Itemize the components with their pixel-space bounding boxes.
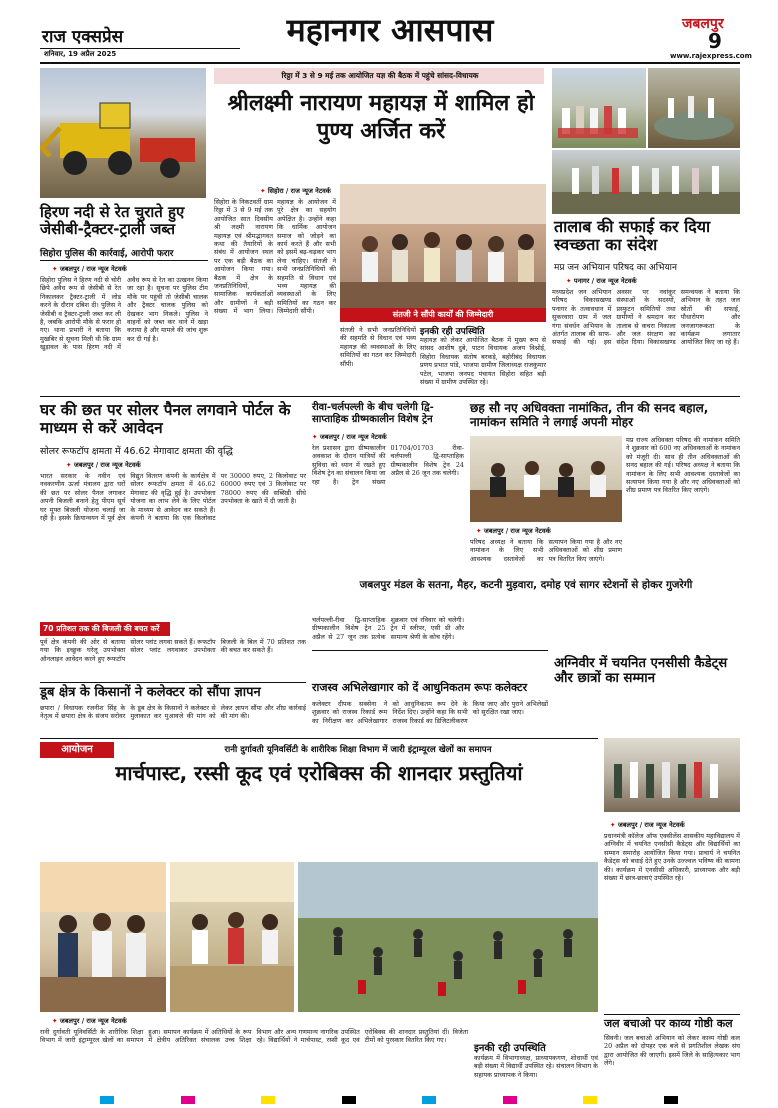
registration-color [422,1096,436,1104]
story-left1-body: सिहोरा पुलिस ने हिरण नदी से चोरी छिपे अवैध रूप से जेसीबी से रेत निकालकर ट्रैक्टर-ट्राली में लोड करने के दौरान दबिश दी। पुलिस ने जेसीबी व ट्रैक्टर-ट्राली जब्त कर ली है, जबकि आरोपी मौके से फरार हो गए। थाना प्रभारी ने बताया कि मुखबिर से सूचना मिली थी कि ग्राम खुड़ावल के पास हिरण नदी में अवैध रूप से रेत का उत्खनन किया जा रहा है। सूचना पर पुलिस टीम मौके पर पहुंची तो जेसीबी चालक और ट्रैक्टर चालक पुलिस को देखकर भाग निकले। पुलिस ने वाहनों को जब्त कर थाने में खड़ा कराया है और मामले की जांच शुरू कर दी गई है। [40,276,208,352]
byline-source: राज न्यूज नेटवर्क [290,187,331,195]
byline-place: सिहोरा [267,187,284,195]
story-train-headline: रीवा-चर्लपल्ली के बीच चलेगी द्वि-साप्ताहिक ग्रीष्मकालीन विशेष ट्रेन [312,402,434,425]
story-agniveer-body: प्रधानमंत्री कॉलेज ऑफ एक्सीलेंस शासकीय महाविद्यालय में अग्निवीर में चयनित एनसीसी कैडेट्स और विद्यार्थियों का सम्मान समारोह आयोजित किया गया। प्राचार्य ने चयनित कैडेट्स को बधाई देते हुए उनके उज्ज्वल भविष्य की कामना की। कार्यक्रम में एनसीसी अधिकारी, प्राध्यापक और बड़ी संख्या में छात्र-छात्राएं उपस्थित रहे। [604,832,740,883]
sports-photo-dignitaries [40,862,166,1012]
pond-photo-1 [552,68,646,148]
story-main-headline: श्रीलक्ष्मी नारायण महायज्ञ में शामिल हो पुण्य अर्जित करें [227,91,535,144]
section-title: महानगर आसपास [286,11,494,49]
pond-photo-3 [552,150,740,214]
advocate-photo [470,436,622,522]
byline-source: राज न्यूज नेटवर्क [86,1017,127,1025]
byline-place: जबलपुर [73,461,94,469]
date-line: शनिवार, 19 अप्रैल 2025 [44,50,117,58]
story-sports-side-head: इनकी रही उपस्थिति [474,1043,546,1054]
cleanup-illustration [552,150,740,214]
story-main-body: सिहोरा के निकटवर्ती ग्राम रिठ्ठा में 3 से 9 मई तक आयोजित सात दिवसीय श्री लक्ष्मी नारायण महायज्ञ एवं श्रीमद्भागवत कथा की तैयारियों के संबंध में आयोजन स्थल पर एक बड़ी बैठक का आयोजन किया गया। बैठक में क्षेत्र के जनप्रतिनिधियों, सामाजिक कार्यकर्ताओं और ग्रामीणों ने बड़ी संख्या में भाग लिया। महायज्ञ के आयोजन में पूरे क्षेत्र का सहयोग अपेक्षित है। उन्होंने कहा कि धार्मिक आयोजन समाज को जोड़ने का कार्य करते हैं और सभी को इसमें बढ़-चढ़कर भाग लेना चाहिए। संतजी ने सभी जनप्रतिनिधियों की सहमति से विधान एवं भव्य महायज्ञ की व्यवस्थाओं के लिए समितियों का गठन कर जिम्मेदारी सौंपी। [214,198,336,316]
story-train-body2: चर्लपल्ली-रीवा द्वि-साप्ताहिक ग्रीष्मकालीन विशेष ट्रेन 25 अप्रैल से 27 जून तक प्रत्येक शुक्रवार एवं रविवार को चलेगी। ट्रेन में स्लीपर, एसी थ्री और सामान्य श्रेणी के कोच रहेंगे। [312,616,464,641]
solar-divider [40,682,306,683]
story-solar-byline: ✦ जबलपुर / राज न्यूज नेटवर्क [66,461,141,469]
story-main-side-body: महायज्ञ को लेकर आयोजित बैठक में मुख्य रूप से सांसद आशीष दुबे, पाटन विधायक अजय विश्नोई, सिहोरा विधायक संतोष बरकड़े, बहोरीबंद विधायक प्रणय प्रभात पांडे, भाजपा ग्रामीण जिलाध्यक्ष राजकुमार पटेल, भाजपा जनपद पंचायत सिहोरा सहित बड़ी संख्या में ग्रामीण उपस्थित रहे। [420,336,546,387]
story-advocate-byline: ✦ जबलपुर / राज न्यूज नेटवर्क [476,527,551,535]
sports-photo-ground [170,862,294,1012]
byline-source: राज न्यूज नेटवर्क [510,527,551,535]
registration-color [261,1096,275,1104]
story-right1-subhead: मप्र जन अभियान परिषद का अभियान [554,263,677,273]
story-train-byline: ✦ जबलपुर / राज न्यूज नेटवर्क [312,433,387,441]
byline-place: जबलपुर [59,1017,80,1025]
story-flood-headline: डूब क्षेत्र के किसानों ने कलेक्टर को सौंपा ज्ञापन [40,685,261,700]
story-right1-headline: तालाब की सफाई कर दिया स्वच्छता का संदेश [554,217,711,255]
byline-place: पनागर [573,277,590,285]
registration-color [342,1096,356,1104]
pond-photo-2 [648,68,740,148]
row1-divider [40,396,740,397]
sports-top-rule [40,738,598,739]
byline-source: राज न्यूज नेटवर्क [596,277,637,285]
page-number: 9 [708,29,722,53]
paper-name: राज एक्सप्रेस [42,27,124,47]
story-sports-body: रानी दुर्गावती यूनिवर्सिटी के शारीरिक शिक्षा विभाग में जारी इंट्राम्यूरल खेलों का समापन हुआ। समापन कार्यक्रम में अतिथियों के रूप में क्षेत्रीय अतिरिक्त संचालक उच्च शिक्षा विभाग और अन्य गणमान्य नागरिक उपस्थित रहे। विद्यार्थियों ने मार्चपास्ट, रस्सी कूद एवं एरोबिक्स की शानदार प्रस्तुतियां दीं। विजेता टीमों को पुरस्कार वितरित किए गए। [40,1028,468,1045]
story-right1-body: मध्यप्रदेश जन अभियान परिषद विकासखण्ड पनागर के तत्वावधान में सुकरवारा ग्राम में जल गंगा संवर्धन अभियान के अंतर्गत तालाब की साफ-सफाई की गई। इस अवसर पर नवांकुर संस्थाओं के सदस्यों, प्रस्फुटन समितियों तथा ग्रामीणों ने श्रमदान कर तालाब से कचरा निकाला और जल संरक्षण का संदेश दिया। विकासखण्ड समन्वयक ने बताया कि अभियान के तहत जल स्रोतों की सफाई, पौधारोपण और जनजागरूकता के कार्यक्रम लगातार आयोजित किए जा रहे हैं। [552,288,740,347]
story-main-photo [340,184,546,308]
registration-color [664,1096,678,1104]
byline-place: जबलपुर [319,433,340,441]
city-label: जबलपुर [682,16,724,32]
story-left1-byline: ✦ जबलपुर / राज न्यूज नेटवर्क [52,265,127,273]
people-illustration [552,68,646,148]
story-sports-headline: मार्चपास्ट, रस्सी कूद एवं एरोबिक्स की शानदार प्रस्तुतियां [115,761,523,785]
story-solar-headline: घर की छत पर सोलर पैनल लगवाने पोर्टल के माध्यम से करें आवेदन [40,401,291,437]
ceremony-illustration [604,738,740,812]
story-flood-body: छपारा / विधायक रजनीश सिंह के नेतृत्व में छपारा क्षेत्र के संजय सरोवर के डूब क्षेत्र के किसानों ने कलेक्टर से मुलाकात कर मुआवजे की मांग को लेकर ज्ञापन सौंपा और शीघ्र कार्रवाई की मांग की। [40,704,306,721]
story-solar-callout-body: पूर्व क्षेत्र कंपनी की ओर से बताया गया कि इच्छुक घरेलू उपभोक्ता ऑनलाइन आवेदन करने हुए रूफटॉप सोलर प्लांट लगवा सकते हैं। रूफटॉप सोलर प्लांट लगवाकर उपभोक्ता बिजली के बिल में 70 प्रतिशत तक की बचत कर सकते हैं। [40,638,306,663]
story-solar-subhead: सोलर रूफटॉप क्षमता में 46.62 मेगावाट क्षमता की वृद्धि [40,446,233,457]
jcb-illustration [40,68,206,198]
registration-color [503,1096,517,1104]
story-left1-subhead: सिहोरा पुलिस की कार्रवाई, आरोपी फरार [40,249,174,259]
story-water-body: सिवनी। जल बचाओ अभियान को लेकर काव्य गोष्ठी कल 20 अप्रैल को दोपहर एक बजे से प्रगतिशील लेखक संघ द्वारा आयोजित की जाएगी। इसमें जिले के साहित्यकार भाग लेंगे। [604,1034,740,1068]
story-advocate-body-cont: परिषद अध्यक्ष ने बताया कि नामांकन के लिए सभी आवश्यक दस्तावेजों का सत्यापन किया गया है और नए अधिवक्ताओं को शीघ्र प्रमाण पत्र वितरित किए जाएंगे। [470,538,622,563]
story-sports-kicker: रानी दुर्गावती यूनिवर्सिटी के शारीरिक शिक्षा विभाग में जारी इंट्राम्यूरल खेलों का समापन [224,745,492,755]
masthead-bottom-rule [40,62,740,64]
registration-color [100,1096,114,1104]
story-agniveer-byline: ✦ जबलपुर / राज न्यूज नेटवर्क [610,821,685,829]
water-top-rule [604,1014,740,1015]
office-illustration [470,436,622,522]
story-water-headline: जल बचाओ पर काव्य गोष्ठी कल [604,1017,733,1030]
story-records-body: कलेक्टर दीपक सक्सेना ने शुक्रवार को राजस्व रिकार्ड रूम का निरीक्षण कर अभिलेखागार को आधुनिकतम रूप देने के निर्देश दिए। उन्होंने कहा कि सभी राजस्व रिकार्ड का डिजिटलीकरण किया जाए और पुराने अभिलेखों को सुरक्षित रखा जाए। [312,700,548,725]
story-sports-kicker-label: आयोजन [40,742,114,758]
byline-source: राज न्यूज नेटवर्क [644,821,685,829]
sports-photo-aerobics [298,862,598,1012]
story-sports-side-body: कार्यक्रम में विभागाध्यक्ष, प्राध्यापकगण, शोधार्थी एवं बड़ी संख्या में विद्यार्थी उपस्थित रहे। संचालन विभाग के सहायक प्राध्यापक ने किया। [474,1054,598,1079]
story-solar-body: भारत सरकार के नवीन एवं नवकरणीय ऊर्जा मंत्रालय द्वारा घरों की छत पर सोलर पैनल लगाकर अपनी बिजली बनाने हेतु पीएम सूर्य घर मुफ्त बिजली योजना चलाई जा रही है। इसके क्रियान्वयन में पूर्व क्षेत्र विद्युत वितरण कंपनी के कार्यक्षेत्र में सोलर रूफटॉप क्षमता में 46.62 मेगावाट की वृद्धि हुई है। उपभोक्ता योजना का लाभ लेने के लिए पोर्टल के माध्यम से आवेदन कर सकते हैं। कंपनी ने बताया कि एक किलोवाट पर 30000 रुपए, 2 किलोवाट पर 60000 रुपए एवं 3 किलोवाट पर 78000 रुपए की सब्सिडी सीधे उपभोक्ता के खाते में दी जाती है। [40,472,306,523]
aerobics-illustration [298,862,598,1012]
story-left1-rule [40,260,208,261]
story-main-byline: ✦ सिहोरा / राज न्यूज नेटवर्क [260,187,331,195]
story-main-photo-caption: संतजी ने सौंपी कार्यों की जिम्मेदारी [340,308,546,322]
byline-source: राज न्यूज नेटवर्क [100,461,141,469]
dignitaries-illustration [40,862,166,1012]
byline-place: जबलपुर [483,527,504,535]
story-train-body: रेल प्रशासन द्वारा ग्रीष्मकालीन अवकाश के दौरान यात्रियों की सुविधा को ध्यान में रखते हुए विशेष ट्रेन का संचालन किया जा रहा है। ट्रेन संख्या 01704/01703 रीवा-चर्लपल्ली द्वि-साप्ताहिक ग्रीष्मकालीन विशेष ट्रेन 24 अप्रैल से 26 जून तक चलेगी। [312,444,464,486]
story-agniveer-headline: अग्निवीर में चयनित एनसीसी कैडेट्स और छात्रों का सम्मान [554,656,728,687]
meeting-illustration [340,184,546,308]
byline-source: राज न्यूज नेटवर्क [346,433,387,441]
registration-color [181,1096,195,1104]
byline-source: राज न्यूज नेटवर्क [86,265,127,273]
jcb-photo [40,68,206,198]
website-url[interactable]: www.rajexpress.com [670,52,752,60]
story-main-kicker: रिठ्ठा में 3 से 9 मई तक आयोजित यज्ञ की बैठक में पहुंचे सांसद-विधायक [281,71,479,80]
registration-color [583,1096,597,1104]
story-train-photo [312,558,464,578]
records-top-rule [312,650,548,651]
story-left1-headline: हिरण नदी से रेत चुराते हुए जेसीबी-ट्रैक्टर-ट्राली जब्त [40,203,185,239]
agniveer-photo [604,738,740,812]
story-main-side-head: इनकी रही उपस्थिति [420,327,485,337]
story-main-body-cont: संतजी ने सभी जनप्रतिनिधियों की सहमति से विधान एवं भव्य महायज्ञ की व्यवस्थाओं के लिए समितियों का गठन कर जिम्मेदारी सौंपी। [340,326,416,368]
story-records-headline: राजस्व अभिलेखागार को दें आधुनिकतम रूपः कलेक्टर [312,681,528,694]
story-advocate-body: मप्र राज्य अधिवक्ता परिषद की नामांकन समिति ने शुक्रवार को 600 नए अधिवक्ताओं के नामांकन को मंजूरी दी। साथ ही तीन अधिवक्ताओं की सनद बहाल की गई। परिषद अध्यक्ष ने बताया कि नामांकन के लिए सभी आवश्यक दस्तावेजों का सत्यापन किया गया है और नए अधिवक्ताओं को शीघ्र प्रमाण पत्र वितरित किए जाएंगे। [626,436,740,495]
masthead-rule [40,48,240,49]
seated-guests-illustration [170,862,294,1012]
story-advocate-headline: छह सौ नए अधिवक्ता नामांकित, तीन की सनद बहाल, नामांकन समिति ने लगाई अपनी मोहर [470,401,709,429]
story-solar-callout: 70 प्रतिशत तक की बिजली की बचत करें [40,622,170,636]
story-right1-byline: ✦ पनागर / राज न्यूज नेटवर्क [566,277,637,285]
byline-place: जबलपुर [59,265,80,273]
byline-place: जबलपुर [617,821,638,829]
story-sports-byline: ✦ जबलपुर / राज न्यूज नेटवर्क [52,1017,127,1025]
pond-illustration [648,68,740,148]
registration-marks [100,1096,678,1104]
story-train-highlight: जबलपुर मंडल के सतना, मैहर, कटनी मुड़वारा, दमोह एवं सागर स्टेशनों से होकर गुजरेगी [359,579,693,591]
masthead [0,0,778,64]
